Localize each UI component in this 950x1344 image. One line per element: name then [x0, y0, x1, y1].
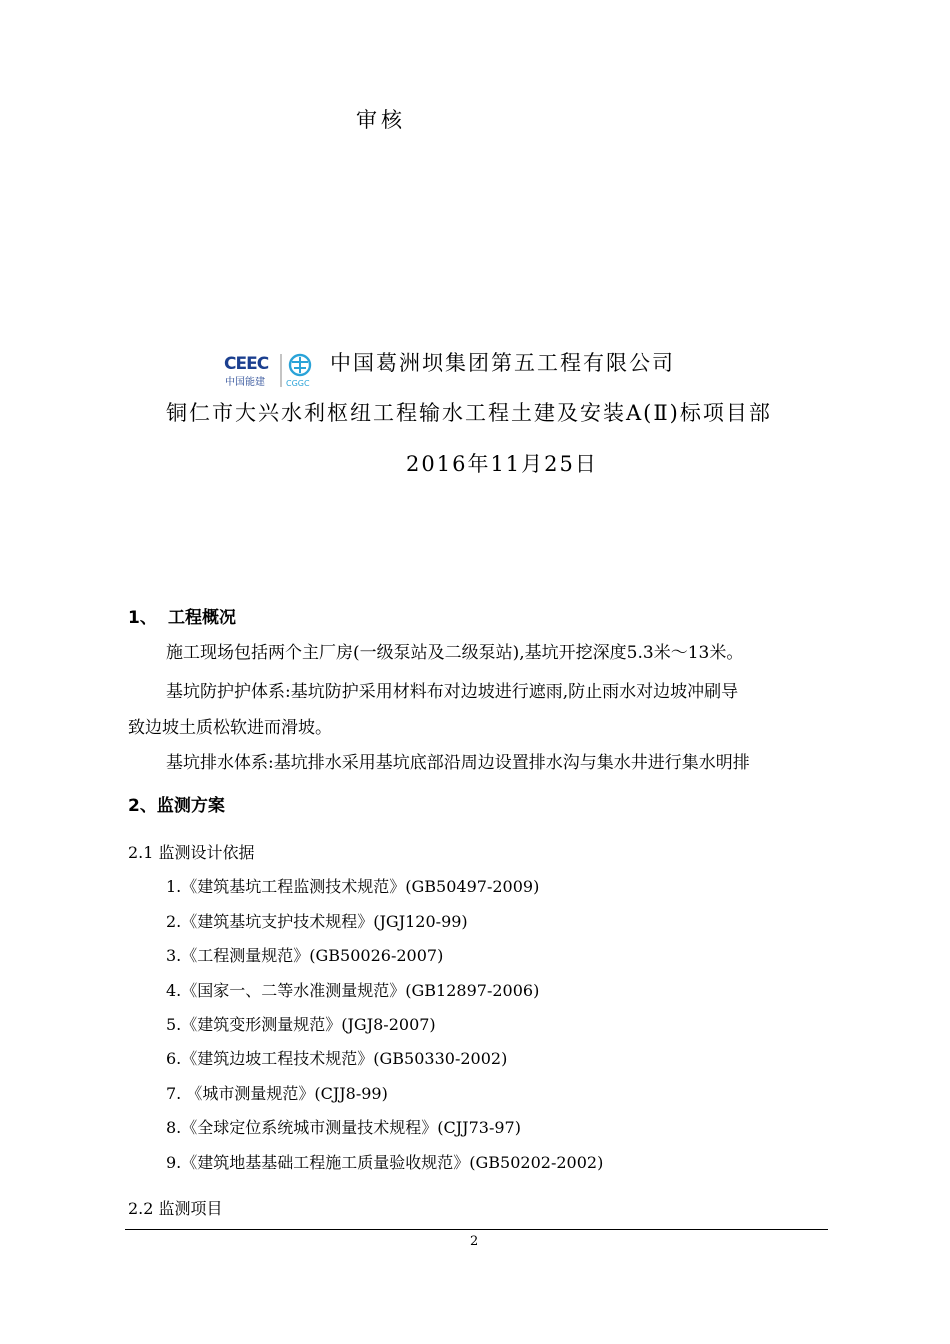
logo-brand-subtext: 中国能建 — [225, 377, 265, 388]
reference-item: 9.《建筑地基基础工程施工质量验收规范》(GB50202-2002) — [166, 1153, 604, 1172]
reference-item: 7. 《城市测量规范》(CJJ8-99) — [166, 1084, 388, 1103]
company-logo-graphic — [222, 351, 324, 391]
section-2-heading: 2、监测方案 — [128, 796, 225, 816]
subsection-heading: 2.1 监测设计依据 — [128, 843, 255, 862]
section-1-title: 工程概况 — [168, 608, 236, 628]
paragraph: 施工现场包括两个主厂房(一级泵站及二级泵站),基坑开挖深度5.3米～13米。 — [166, 643, 744, 663]
company-logo — [222, 351, 324, 391]
reference-item: 8.《全球定位系统城市测量技术规程》(CJJ73-97) — [166, 1118, 521, 1137]
subsection-heading: 2.2 监测项目 — [128, 1199, 223, 1218]
reference-item: 1.《建筑基坑工程监测技术规范》(GB50497-2009) — [166, 877, 540, 896]
section-1-number: 1、 — [128, 608, 157, 628]
paragraph: 基坑排水体系:基坑排水采用基坑底部沿周边设置排水沟与集水井进行集水明排 — [166, 753, 750, 773]
reference-item: 6.《建筑边坡工程技术规范》(GB50330-2002) — [166, 1049, 508, 1068]
company-name: 中国葛洲坝集团第五工程有限公司 — [330, 351, 675, 375]
document-date: 2016年11月25日 — [406, 452, 598, 476]
reference-item: 5.《建筑变形测量规范》(JGJ8-2007) — [166, 1015, 436, 1034]
project-name: 铜仁市大兴水利枢纽工程输水工程土建及安装A(Ⅱ)标项目部 — [166, 401, 772, 425]
review-label: 审核 — [356, 108, 406, 132]
paragraph: 致边坡土质松软进而滑坡。 — [128, 718, 332, 738]
reference-item: 4.《国家一、二等水准测量规范》(GB12897-2006) — [166, 981, 540, 1000]
footer-divider — [125, 1229, 828, 1230]
paragraph: 基坑防护护体系:基坑防护采用材料布对边坡进行遮雨,防止雨水对边坡冲刷导 — [166, 682, 739, 702]
page-number: 2 — [470, 1234, 479, 1249]
reference-item: 3.《工程测量规范》(GB50026-2007) — [166, 946, 444, 965]
section-1-heading — [128, 603, 236, 628]
reference-item: 2.《建筑基坑支护技术规程》(JGJ120-99) — [166, 912, 468, 931]
logo-group-text: CGGC — [286, 379, 310, 388]
logo-brand-text: CEEC — [224, 354, 269, 374]
